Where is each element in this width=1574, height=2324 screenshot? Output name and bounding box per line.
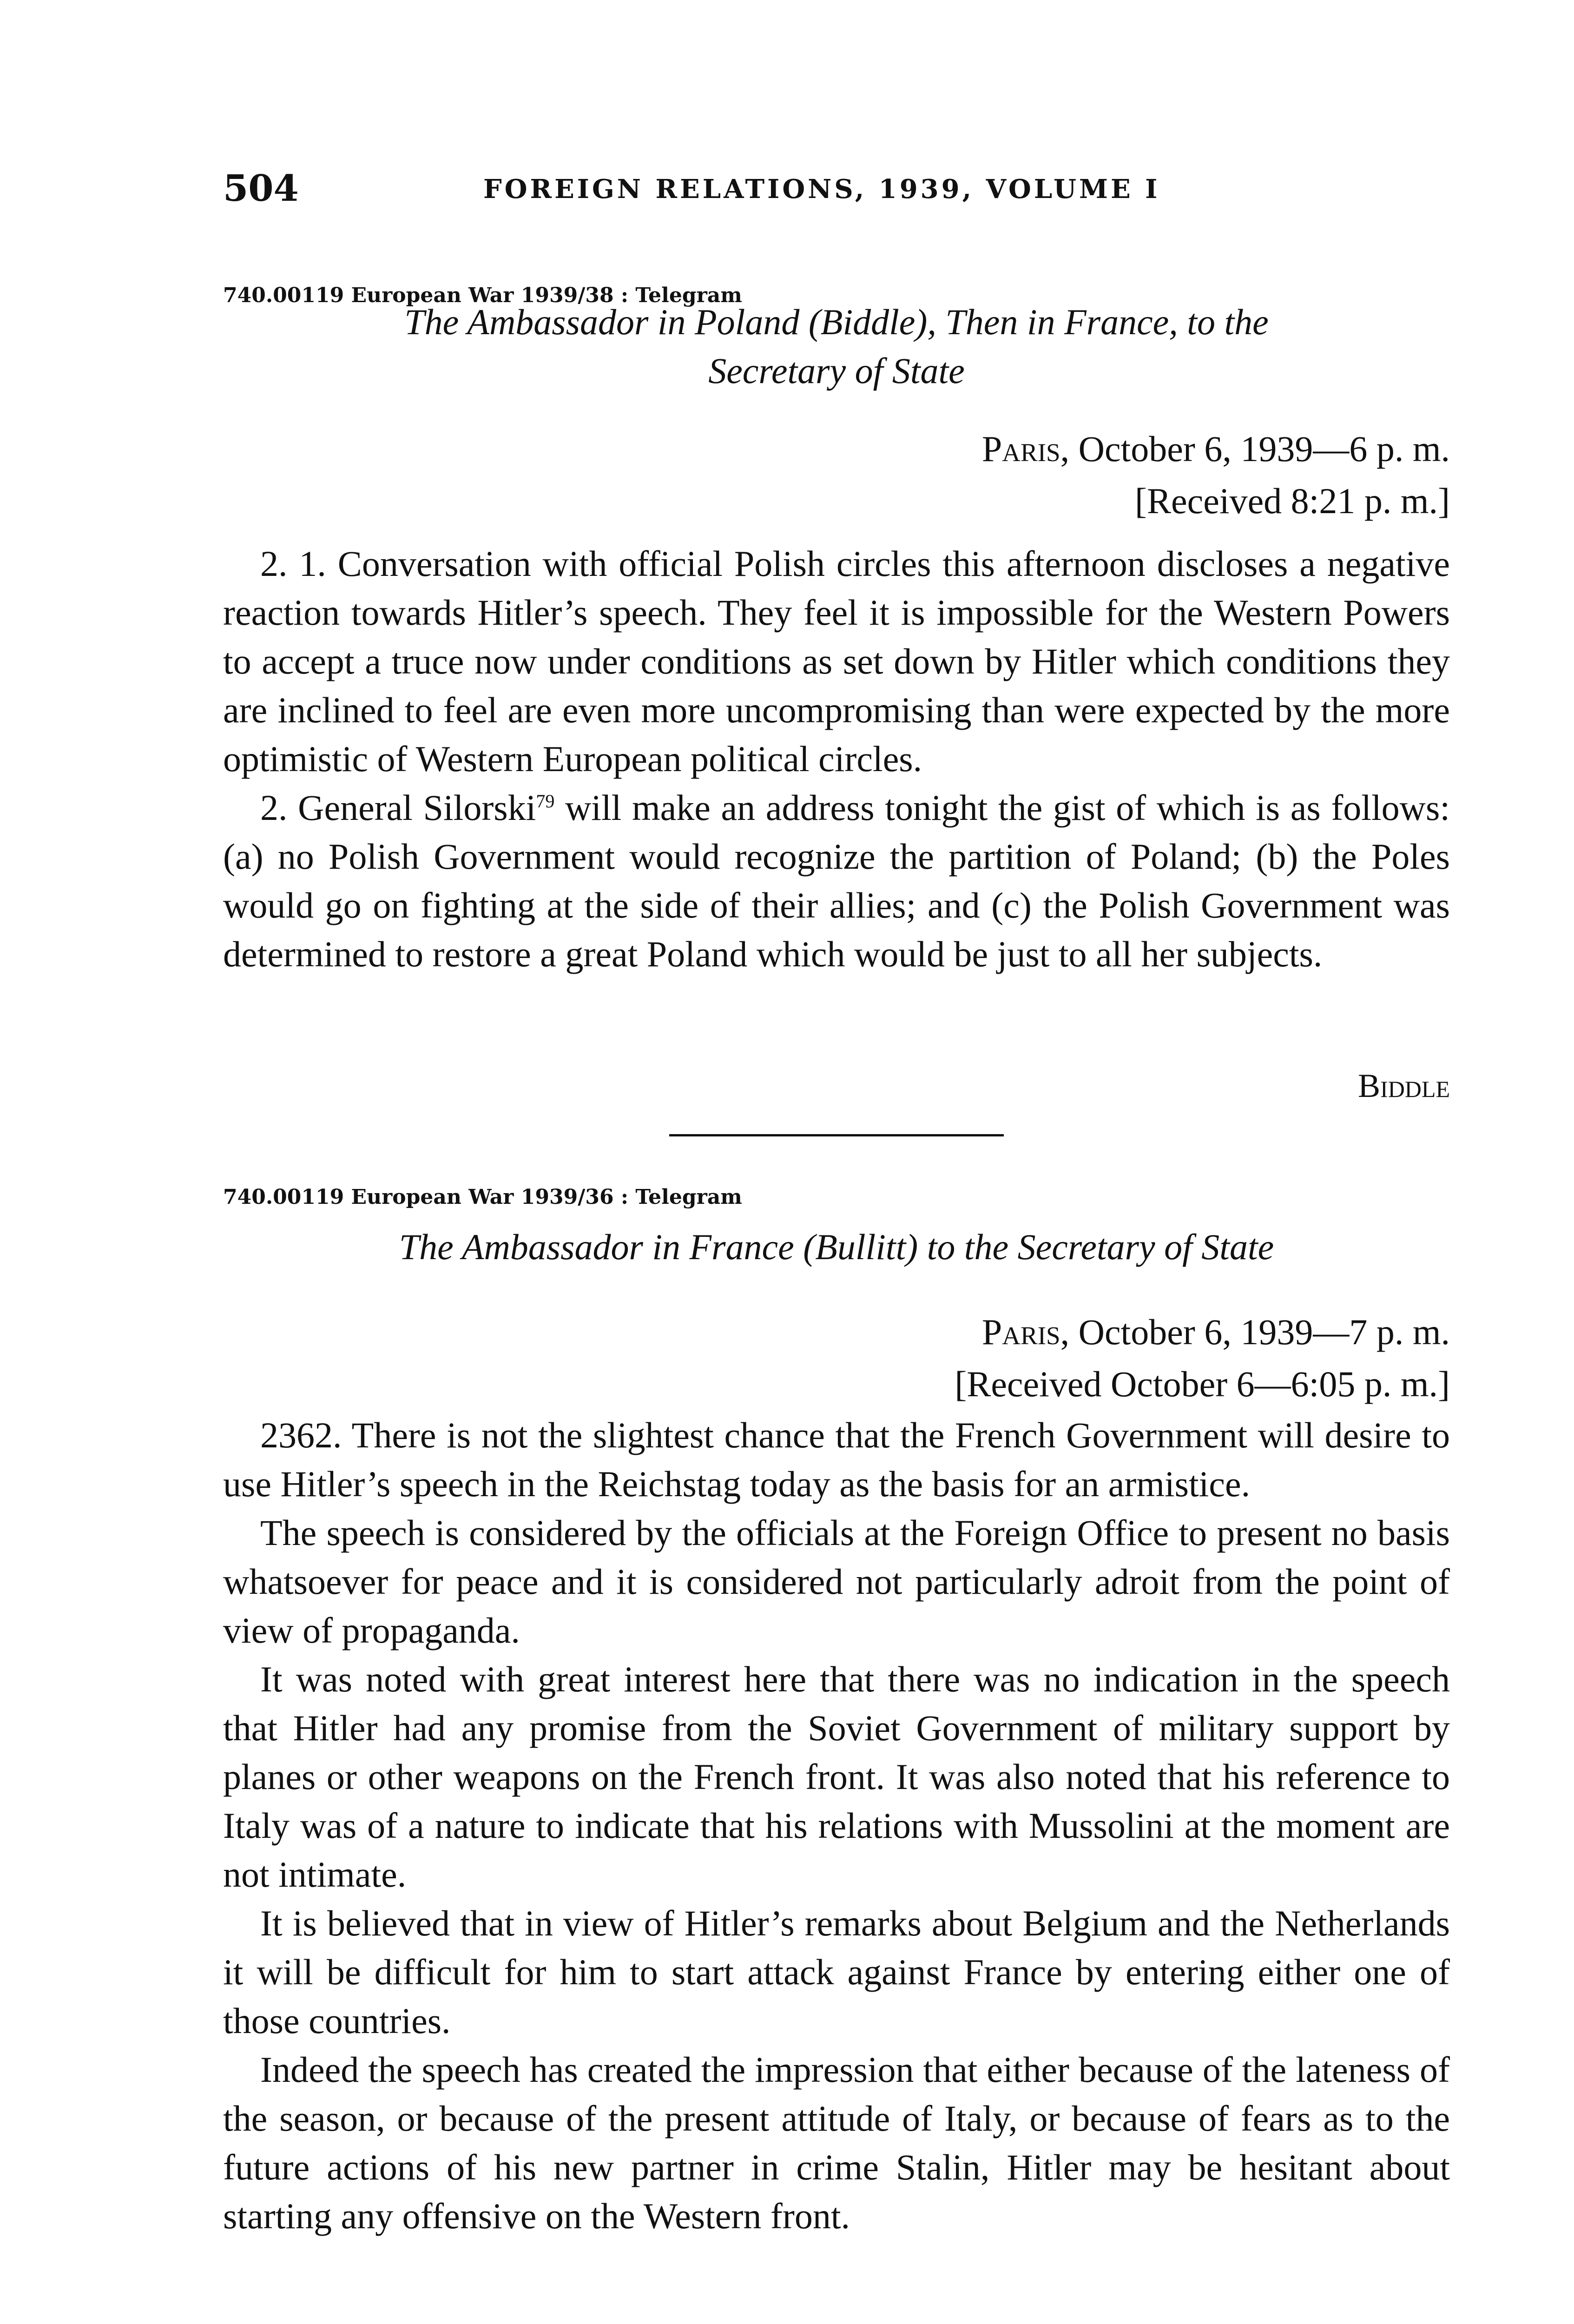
file-reference: 740.00119 European War 1939/36 : Telegram	[223, 1185, 742, 1209]
signature: Biddle	[1358, 1067, 1450, 1104]
dateline-date: October 6, 1939—6 p. m.	[1078, 429, 1450, 469]
body-paragraph: 2362. There is not the slightest chance that the French Government will desire to use Hitler’s speech in the Reichstag today as the basis for an armistice.	[223, 1415, 1450, 1504]
document-heading	[223, 297, 1450, 395]
dateline	[697, 1306, 1450, 1410]
received-line: [Received 8:21 p. m.]	[1135, 481, 1450, 521]
received-line: [Received October 6—6:05 p. m.]	[955, 1364, 1450, 1404]
heading-line: Secretary of State	[708, 350, 965, 391]
heading-line: The Ambassador in France (Bullitt) to the Secretary of State	[399, 1227, 1274, 1267]
running-header	[223, 167, 1450, 214]
dateline-date: October 6, 1939—7 p. m.	[1078, 1312, 1450, 1352]
document-body	[223, 1411, 1450, 2240]
body-paragraph: 2. 1. Conversation with official Polish circles this afternoon discloses a negative reaction towards Hitler’s speech. They feel it is impossible for the Western Powers to accept a truce now under conditions as set down by Hitler which conditions they are inclined to feel are even more uncompromising than were expected by the more optimistic of Western European political circles.	[223, 543, 1450, 779]
dateline-place: Paris,	[981, 429, 1070, 469]
body-paragraph: Indeed the speech has created the impression that either because of the lateness of the season, or because of the present attitude of Italy, or because of fears as to the future actions of his new partner in crime Stalin, Hitler may be hesitant about starting any offensive on the Western front.	[223, 2049, 1450, 2236]
page-number: 504	[223, 167, 299, 210]
paragraph-text: 2. General Silorski	[260, 787, 536, 828]
heading-line: The Ambassador in Poland (Biddle), Then in France, to the	[404, 302, 1269, 342]
body-paragraph: It was noted with great interest here that there was no indication in the speech that Hitler had any promise from the Soviet Government of military support by planes or other weapons on the French front. It was also noted that his reference to Italy was of a nature to indicate that his relations with Mussolini at the moment are not intimate.	[223, 1659, 1450, 1895]
body-paragraph: The speech is considered by the officials at the Foreign Office to present no basis whatsoever for peace and it is considered not particularly adroit from the point of view of propaganda.	[223, 1512, 1450, 1651]
section-divider	[669, 1134, 1004, 1136]
running-title: FOREIGN RELATIONS, 1939, VOLUME I	[483, 174, 1160, 205]
footnote-reference[interactable]: 79	[536, 791, 555, 812]
dateline	[697, 423, 1450, 527]
document-heading	[223, 1222, 1450, 1271]
paragraph-text: will make an address tonight the gist of which is as follows: (a) no Polish Government would recognize the partition of Poland; (b) the Poles would go on fighting at the side of their allies; and (c) the Polish Government was determined to restore a great Poland which would be just to all her subjects.	[223, 787, 1450, 974]
document-body	[223, 539, 1450, 978]
file-reference: 740.00119 European War 1939/38 : Telegram	[223, 284, 742, 307]
body-paragraph	[223, 783, 1450, 978]
body-paragraph: It is believed that in view of Hitler’s remarks about Belgium and the Netherlands it will be difficult for him to start attack against France by entering either one of those countries.	[223, 1903, 1450, 2041]
dateline-place: Paris,	[981, 1312, 1070, 1352]
